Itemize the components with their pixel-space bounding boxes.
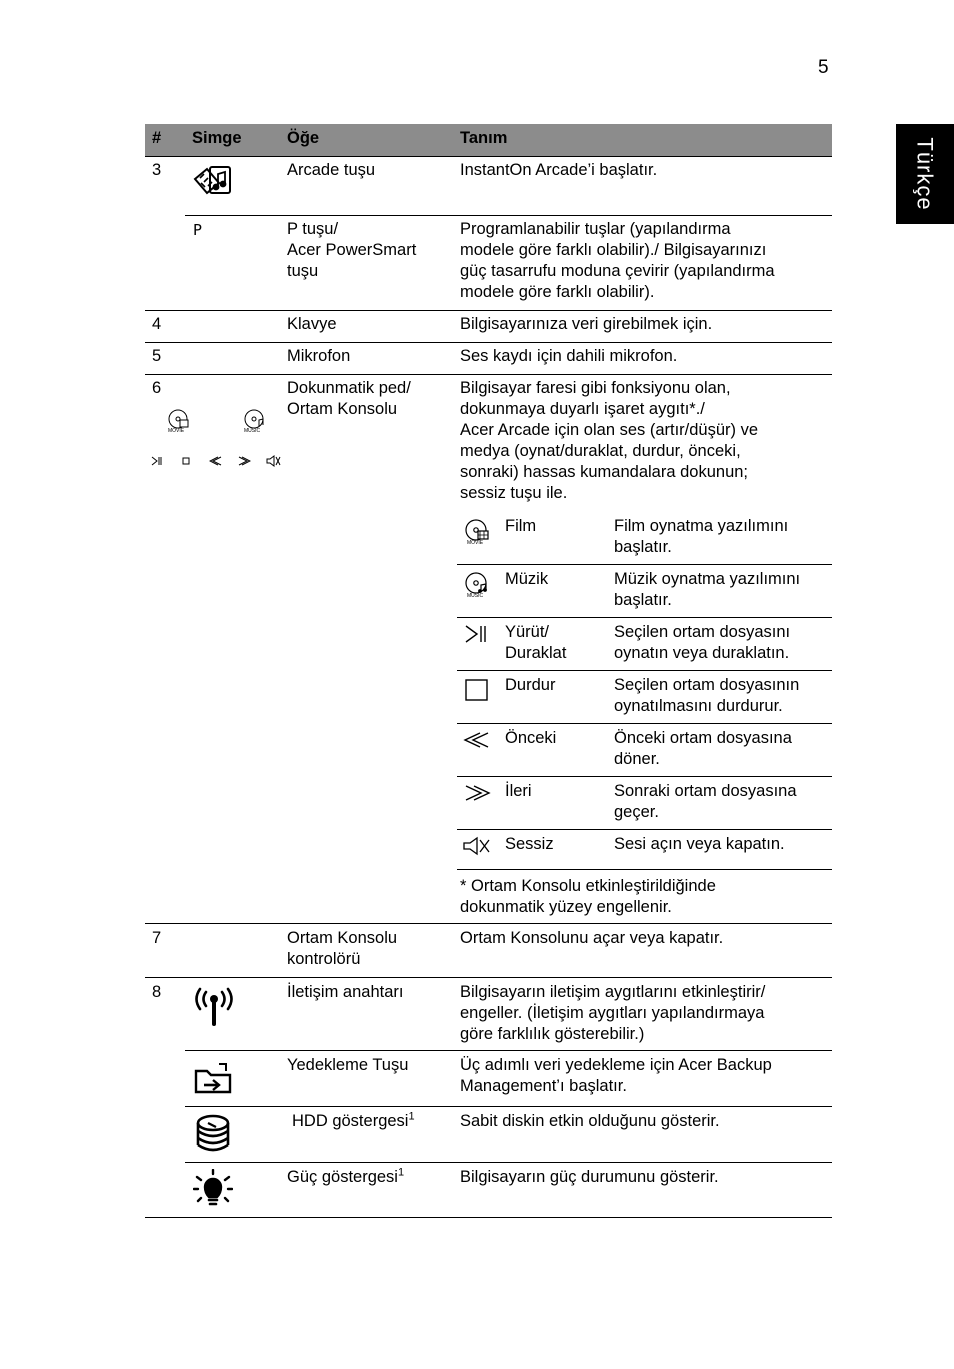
- row-divider: [145, 310, 832, 311]
- mute-icon: [462, 836, 492, 856]
- row-divider: [185, 1050, 832, 1051]
- item-backup-key: Yedekleme Tuşu: [287, 1056, 409, 1074]
- sub-item-desc: Film oynatma yazılımını başlatır.: [614, 517, 789, 556]
- play-pause-icon: [150, 456, 164, 466]
- sub-item-desc: Müzik oynatma yazılımını başlatır.: [614, 570, 801, 609]
- row-divider: [185, 215, 832, 216]
- language-tab: [896, 124, 954, 224]
- row-divider: [145, 977, 832, 978]
- sub-item-name: Film: [505, 517, 537, 535]
- p-key-symbol: P: [193, 221, 203, 239]
- row-divider: [185, 1106, 832, 1107]
- stop-icon: [181, 456, 191, 466]
- sub-divider: [457, 723, 832, 724]
- row-number: 5: [152, 347, 162, 365]
- backup-icon: [193, 1061, 235, 1095]
- sub-divider: [457, 829, 832, 830]
- next-icon: [463, 784, 491, 802]
- row-number: 6: [152, 379, 162, 397]
- item-arcade-key: Arcade tuşu: [287, 161, 376, 179]
- item-media-console-controller: Ortam Konsolu kontrolörü: [287, 929, 398, 968]
- mute-icon: [266, 455, 282, 467]
- table-bottom-rule: [145, 1217, 832, 1218]
- item-hdd-indicator: HDD göstergesi$^1$: [292, 1110, 415, 1130]
- sub-item-name: İleri: [505, 782, 532, 800]
- item-power-indicator: Güç göstergesi$^1$: [287, 1166, 405, 1186]
- item-communication-switch: İletişim anahtarı: [287, 983, 404, 1001]
- movie-disc-icon: MOVIE: [463, 518, 491, 548]
- header-description: Tanım: [460, 129, 508, 147]
- sub-item-name: Önceki: [505, 729, 557, 747]
- header-symbol: Simge: [192, 129, 242, 147]
- row-number: 8: [152, 983, 162, 1001]
- header-num: #: [152, 129, 162, 147]
- sub-divider: [457, 869, 832, 870]
- sub-item-name: Sessiz: [505, 835, 554, 853]
- sub-divider: [457, 564, 832, 565]
- sub-item-name: Durdur: [505, 676, 556, 694]
- sub-item-desc: Sonraki ortam dosyasına geçer.: [614, 782, 797, 821]
- desc-communication-switch: Bilgisayarın iletişim aygıtlarını etkinleştirir/ engeller. (İletişim aygıtları yapılandırmaya göre farklılık gösterebilir.): [460, 983, 766, 1043]
- item-p-key: P tuşu/ Acer PowerSmart tuşu: [287, 220, 417, 280]
- power-indicator-icon: [193, 1169, 233, 1211]
- movie-disc-icon: MOVIE: [166, 408, 192, 436]
- desc-media-console-controller: Ortam Konsolunu açar veya kapatır.: [460, 929, 724, 947]
- sub-item-name: Müzik: [505, 570, 549, 588]
- desc-hdd-indicator: Sabit diskin etkin olduğunu gösterir.: [460, 1112, 720, 1130]
- hdd-icon: [194, 1113, 232, 1157]
- previous-icon: [463, 731, 491, 749]
- row-number: 7: [152, 929, 162, 947]
- row-divider: [145, 342, 832, 343]
- sub-divider: [457, 617, 832, 618]
- row-number: 3: [152, 161, 162, 179]
- next-icon: [237, 456, 251, 466]
- desc-arcade-key: InstantOn Arcade’i başlatır.: [460, 161, 658, 179]
- row-divider: [145, 923, 832, 924]
- stop-icon: [465, 678, 489, 702]
- desc-touchpad: Bilgisayar faresi gibi fonksiyonu olan, dokunmaya duyarlı işaret aygıtı*./ Acer Arcade için olan ses (artır/düşür) ve medya (oynat/duraklat, durdur, önceki, sonraki) hassas kumandalara dokunun; sessiz tuşu ile.: [460, 379, 759, 502]
- footnote-media-console: * Ortam Konsolu etkinleştirildiğinde dokunmatik yüzey engellenir.: [460, 877, 716, 916]
- sub-item-name: Yürüt/ Duraklat: [505, 623, 567, 662]
- row-divider: [185, 1162, 832, 1163]
- play-pause-icon: [464, 624, 490, 644]
- sub-divider: [457, 776, 832, 777]
- table-header: [145, 124, 832, 157]
- music-disc-icon: MUSIC: [463, 571, 491, 601]
- sub-divider: [457, 670, 832, 671]
- header-item: Öğe: [287, 129, 320, 147]
- sub-item-desc: Önceki ortam dosyasına döner.: [614, 729, 792, 768]
- sub-item-desc: Seçilen ortam dosyasının oynatılmasını durdurur.: [614, 676, 800, 715]
- item-touchpad: Dokunmatik ped/ Ortam Konsolu: [287, 379, 411, 418]
- row-number: 4: [152, 315, 162, 333]
- item-microphone: Mikrofon: [287, 347, 351, 365]
- desc-p-key: Programlanabilir tuşlar (yapılandırma modele göre farklı olabilir)./ Bilgisayarınızı güç tasarrufu moduna çevirir (yapılandırma modele göre farklı olabilir).: [460, 220, 775, 301]
- music-disc-icon: MUSIC: [242, 408, 268, 436]
- item-keyboard: Klavye: [287, 315, 337, 333]
- desc-microphone: Ses kaydı için dahili mikrofon.: [460, 347, 678, 365]
- sub-item-desc: Sesi açın veya kapatın.: [614, 835, 785, 853]
- desc-power-indicator: Bilgisayarın güç durumunu gösterir.: [460, 1168, 719, 1186]
- desc-keyboard: Bilgisayarınıza veri girebilmek için.: [460, 315, 713, 333]
- sub-item-desc: Seçilen ortam dosyasını oynatın veya duraklatın.: [614, 623, 791, 662]
- language-tab-label: Türkçe: [912, 137, 938, 211]
- row-divider: [145, 374, 832, 375]
- arcade-key-icon: [192, 163, 234, 201]
- previous-icon: [209, 456, 223, 466]
- desc-backup-key: Üç adımlı veri yedekleme için Acer Backup Management’ı başlatır.: [460, 1056, 772, 1095]
- page-number: 5: [818, 57, 829, 78]
- wireless-icon: [192, 987, 236, 1027]
